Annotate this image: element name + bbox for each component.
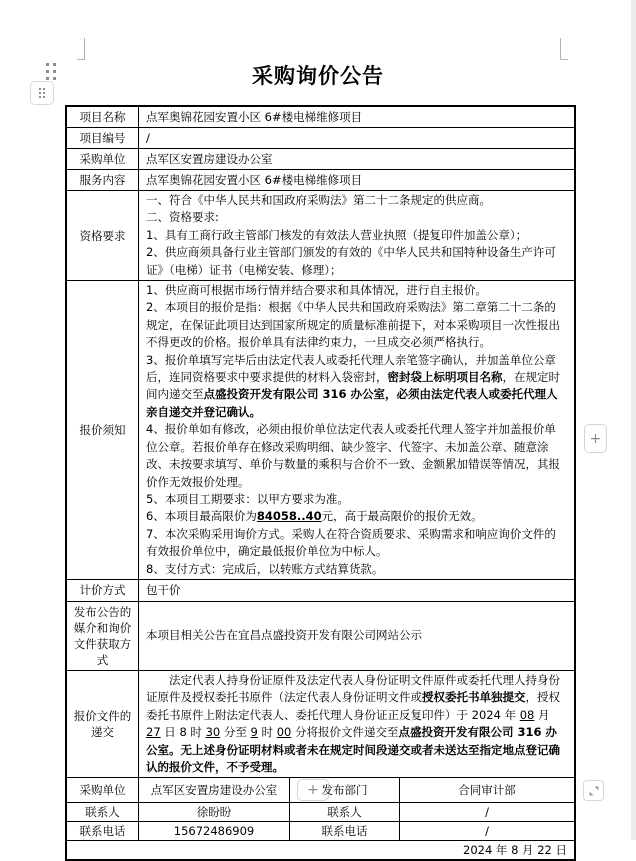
contact-value: /: [399, 803, 574, 821]
project-name-value: 点军奥锦花园安置小区 6#楼电梯维修项目: [138, 107, 574, 127]
table-row: [67, 777, 574, 802]
vertical-scrollbar[interactable]: [631, 0, 636, 840]
row-label: 发布公告的媒介和询价文件获取方式: [73, 604, 132, 667]
contact-label: 联系人: [85, 805, 120, 820]
plus-icon: +: [307, 782, 319, 798]
contact-value: 合同审计部: [399, 778, 574, 802]
row-label: 采购单位: [79, 152, 126, 166]
announcement-table: [65, 105, 576, 861]
quotation-notice-text: 1、供应商可根据市场行情并结合要求和具体情况，进行自主报价。 2、本项目的报价是指：根据《中华人民共和国政府采购法》第二章第二十二条的规定，在保证此项目达到国家所规定的质量标准前提下，对本采购项目一次性报出不得更改的价格。报价单具有法律约束力，一旦成交必须严格执行。 3、报价单填写完毕后由法定代表人或委托代理人亲笔签字确认，并加盖单位公章后，连同资格要求中要求提供的材料入袋密封，密封袋上标明项目名称，在规定时间内递交至点盛投资开发有限公司 316 办公室，必须由法定代表人或委托代理人亲自递交并登记确认。 4、报价单如有修改，必须由报价单位法定代表人或委托代理人签字并加盖报价单位公章。若报价单存在修改采购明细、缺少签字、代签字、未加盖公章、随意涂改、未按要求填写、单价与数量的乘积与合价不一致、金额累加错误等情况，其报价作无效报价处理。 5、本项目工期要求：以甲方要求为准。 6、本项目最高限价为84058..40元，高于最高限价的报价无效。 7、本次采购采用询价方式。采购人在符合资质要求、采购需求和响应询价文件的有效报价单位中，确定最低报价单位为中标人。 8、支付方式：完成后，以转账方式结算货款。: [138, 281, 574, 579]
table-row: [67, 148, 574, 169]
row-label: 项目名称: [79, 110, 126, 124]
contact-value: /: [399, 822, 574, 840]
service-content-value: 点军奥锦花园安置小区 6#楼电梯维修项目: [138, 170, 574, 190]
plus-icon: +: [589, 430, 602, 447]
pricing-method-value: 包干价: [138, 580, 574, 601]
table-row: [67, 280, 574, 579]
table-row: [67, 107, 574, 127]
expand-button[interactable]: [583, 780, 604, 801]
contact-label: 采购单位: [79, 783, 126, 798]
expand-diagonal-icon: [589, 786, 599, 796]
margin-corner-mark-right-icon: [560, 38, 568, 60]
row-label: 项目编号: [79, 131, 126, 145]
table-row: [67, 169, 574, 190]
submission-text: 法定代表人持身份证原件及法定代表人身份证明文件原件或委托代理人持身份证原件及授权委托书原件（法定代表人身份证明文件或授权委托书单独提交，授权委托书原件上附法定代表人、委托代理人身份证正反复印件）于 2024 年 08 月 27 日 8 时 30 分至 9 时 00 分将报价文件递交至点盛投资开发有限公司 316 办公室。无上述身份证明材料或者未在规定时间段递交或者未送达至指定地点登记确认的报价文件，不予受理。: [138, 671, 574, 777]
contact-value: 徐盼盼: [138, 803, 289, 821]
contact-value: 15672486909: [138, 822, 289, 840]
table-row: [67, 821, 574, 840]
table-row: [67, 127, 574, 148]
page-title: 采购询价公告: [252, 64, 384, 88]
table-row: [67, 840, 574, 859]
contact-label: 联系电话: [289, 822, 399, 840]
margin-corner-mark-left-icon: [77, 38, 85, 60]
row-label: 计价方式: [79, 583, 126, 598]
table-row: [67, 670, 574, 777]
row-label: 报价文件的递交: [73, 709, 132, 740]
project-number-value: /: [138, 128, 574, 148]
contact-value: 点军区安置房建设办公室: [138, 778, 289, 802]
purchaser-value: 点军区安置房建设办公室: [138, 149, 574, 169]
row-label: 资格要求: [79, 228, 126, 243]
table-row: [67, 601, 574, 670]
table-row: [67, 802, 574, 821]
table-row: [67, 579, 574, 601]
contact-label: 联系电话: [79, 824, 126, 839]
row-label: 服务内容: [79, 173, 126, 187]
qualification-text: 一、符合《中华人民共和国政府采购法》第二十二条规定的供应商。 二、资格要求: 1、具有工商行政主管部门核发的有效法人营业执照（提复印件加盖公章）； 2、供应商须具备行业主管部门颁发的有效的《中华人民共和国特种设备生产许可证》（电梯）证书（电梯安装、修理）；: [138, 191, 574, 280]
row-label: 报价须知: [79, 422, 126, 437]
contact-label: 联系人: [289, 803, 399, 821]
insert-right-button[interactable]: [584, 424, 607, 453]
announcement-media-value: 本项目相关公告在宜昌点盛投资开发有限公司网站公示: [138, 602, 574, 670]
contact-label: 发布部门: [289, 778, 399, 802]
announcement-date: 2024 年 8 月 22 日: [463, 843, 567, 858]
table-row: [67, 190, 574, 280]
